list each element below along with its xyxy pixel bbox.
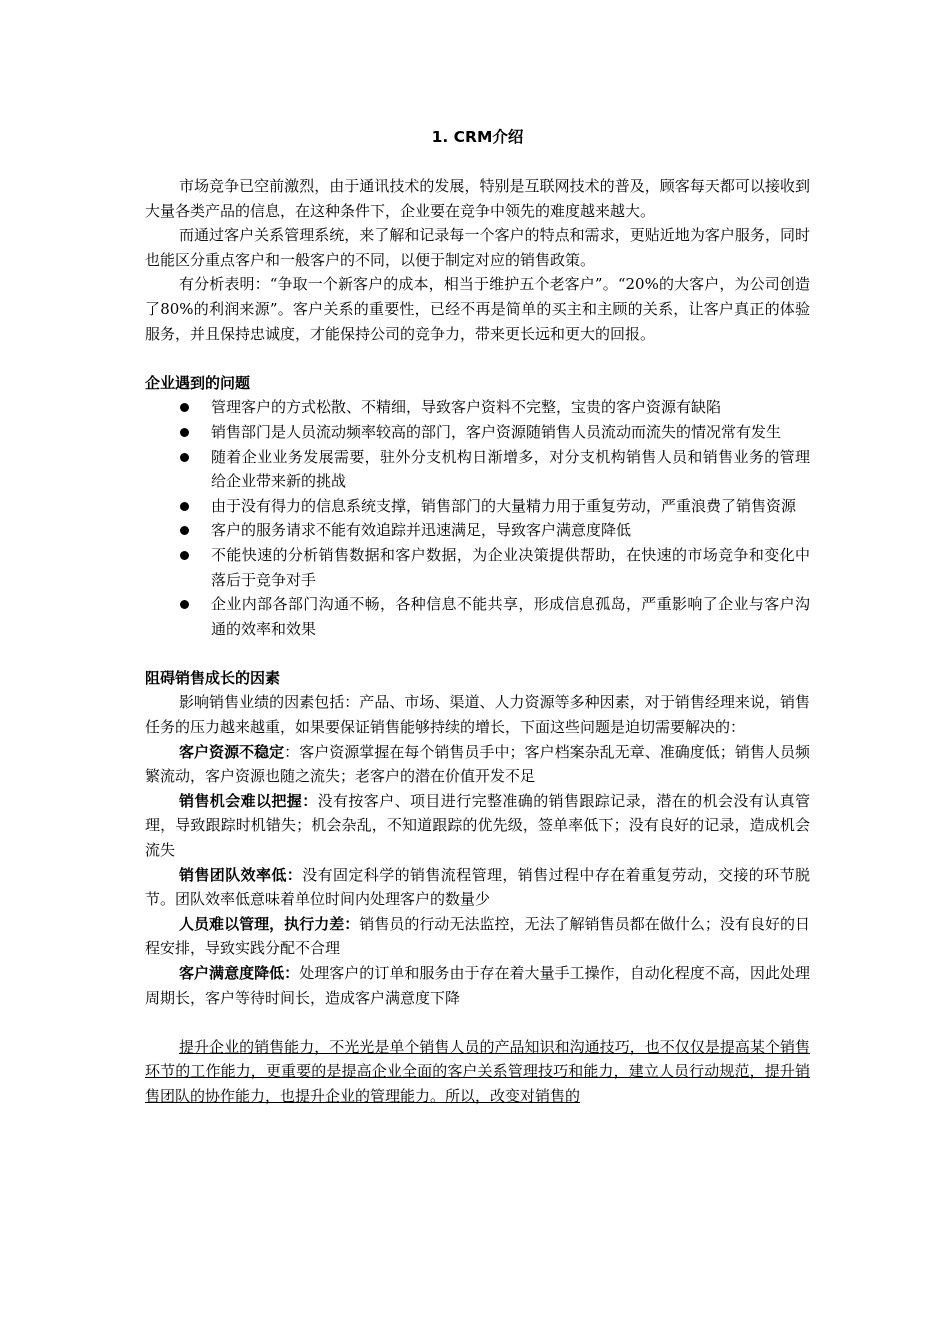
factor-label: 销售团队效率低： — [179, 865, 303, 884]
obstacles-heading: 阻碍销售成长的因素 — [145, 668, 281, 687]
bullet-icon — [180, 502, 189, 511]
list-item — [145, 445, 810, 494]
factor-text: ：客户资源掌握在每个销售员手中；客户档案杂乱无章、准确度低；销售人员频繁流动，客户资源也随之流失；老客户的潜在价值开发不足 — [145, 742, 810, 786]
list-item — [145, 494, 810, 519]
factor-text: 销售员的行动无法监控，无法了解销售员都在做什么；没有良好的日程安排，导致实践分配不合理 — [145, 914, 810, 958]
factor-paragraph — [145, 863, 810, 912]
closing-paragraph: 提升企业的销售能力，不光光是单个销售人员的产品知识和沟通技巧，也不仅仅是提高某个销售环节的工作能力，更重要的是提高企业全面的客户关系管理技巧和能力，建立人员行动规范，提升销售团队的协作能力，也提升企业的管理能力。所以，改变对销售的 — [145, 1037, 810, 1105]
factor-text: 没有固定科学的销售流程管理，销售过程中存在着重复劳动，交接的环节脱节。团队效率低意味着单位时间内处理客户的数量少 — [145, 865, 810, 909]
factor-text: 没有按客户、项目进行完整准确的销售跟踪记录，潜在的机会没有认真管理，导致跟踪时机错失；机会杂乱，不知道跟踪的优先级，签单率低下；没有良好的记录，造成机会流失 — [145, 791, 810, 860]
list-item-text: 不能快速的分析销售数据和客户数据，为企业决策提供帮助，在快速的市场竞争和变化中落后于竞争对手 — [211, 545, 810, 589]
list-item — [145, 395, 810, 420]
factor-label: 人员难以管理，执行力差： — [179, 914, 360, 933]
document-title: 1. CRM介绍 — [431, 128, 524, 146]
factor-text: 处理客户的订单和服务由于存在着大量手工操作，自动化程度不高，因此处理周期长，客户等待时间长，造成客户满意度下降 — [145, 964, 810, 1007]
obstacles-intro: 影响销售业绩的因素包括：产品、市场、渠道、人力资源等多种因素，对于销售经理来说，销售任务的压力越来越重，如果要保证销售能够持续的增长，下面这些问题是迫切需要解决的： — [145, 693, 810, 737]
list-item-text: 客户的服务请求不能有效追踪并迅速满足，导致客户满意度降低 — [211, 521, 632, 540]
intro-paragraph: 有分析表明：“争取一个新客户的成本，相当于维护五个老客户”。“20%的大客户，为公司创造了80%的利润来源”。客户关系的重要性，已经不再是简单的买主和主顾的关系，让客户真正的体验服务，并且保持忠诚度，才能保持公司的竞争力，带来更长远和更大的回报。 — [145, 275, 810, 343]
factor-label: 客户资源不稳定 — [179, 742, 285, 761]
bullet-icon — [180, 453, 189, 462]
list-item-text: 企业内部各部门沟通不畅，各种信息不能共享，形成信息孤岛，严重影响了企业与客户沟通的效率和效果 — [211, 595, 810, 638]
list-item-text: 随着企业业务发展需要，驻外分支机构日渐增多，对分支机构销售人员和销售业务的管理给企业带来新的挑战 — [211, 447, 810, 491]
intro-paragraph: 市场竞争已空前激烈，由于通讯技术的发展，特别是互联网技术的普及，顾客每天都可以接收到大量各类产品的信息，在这种条件下，企业要在竞争中领先的难度越来越大。 — [145, 177, 810, 220]
list-item-text: 由于没有得力的信息系统支撑，销售部门的大量精力用于重复劳动，严重浪费了销售资源 — [211, 496, 797, 515]
intro-paragraph: 而通过客户关系管理系统，来了解和记录每一个客户的特点和需求，更贴近地为客户服务，同时也能区分重点客户和一般客户的不同，以便于制定对应的销售政策。 — [145, 226, 810, 269]
bullet-icon — [180, 600, 189, 609]
paragraph-gap — [145, 641, 810, 666]
factor-paragraph — [145, 961, 810, 1010]
document-page — [145, 124, 810, 1109]
bullet-icon — [180, 403, 189, 412]
bullet-icon — [180, 551, 189, 560]
paragraph-gap — [145, 346, 810, 371]
paragraph-gap — [145, 1010, 810, 1035]
bullet-icon — [180, 428, 189, 437]
factor-paragraph — [145, 912, 810, 961]
list-item — [145, 420, 810, 445]
list-item-text: 销售部门是人员流动频率较高的部门，客户资源随销售人员流动而流失的情况常有发生 — [211, 422, 782, 441]
list-item — [145, 543, 810, 592]
list-item — [145, 592, 810, 641]
problems-list — [145, 395, 810, 641]
problems-heading: 企业遇到的问题 — [145, 373, 251, 392]
factor-paragraph — [145, 789, 810, 863]
list-item-text: 管理客户的方式松散、不精细，导致客户资料不完整，宝贵的客户资源有缺陷 — [211, 398, 722, 417]
list-item — [145, 518, 810, 543]
factor-label: 客户满意度降低： — [179, 964, 300, 982]
factor-paragraph — [145, 740, 810, 789]
bullet-icon — [180, 526, 189, 535]
factor-label: 销售机会难以把握： — [179, 791, 318, 810]
